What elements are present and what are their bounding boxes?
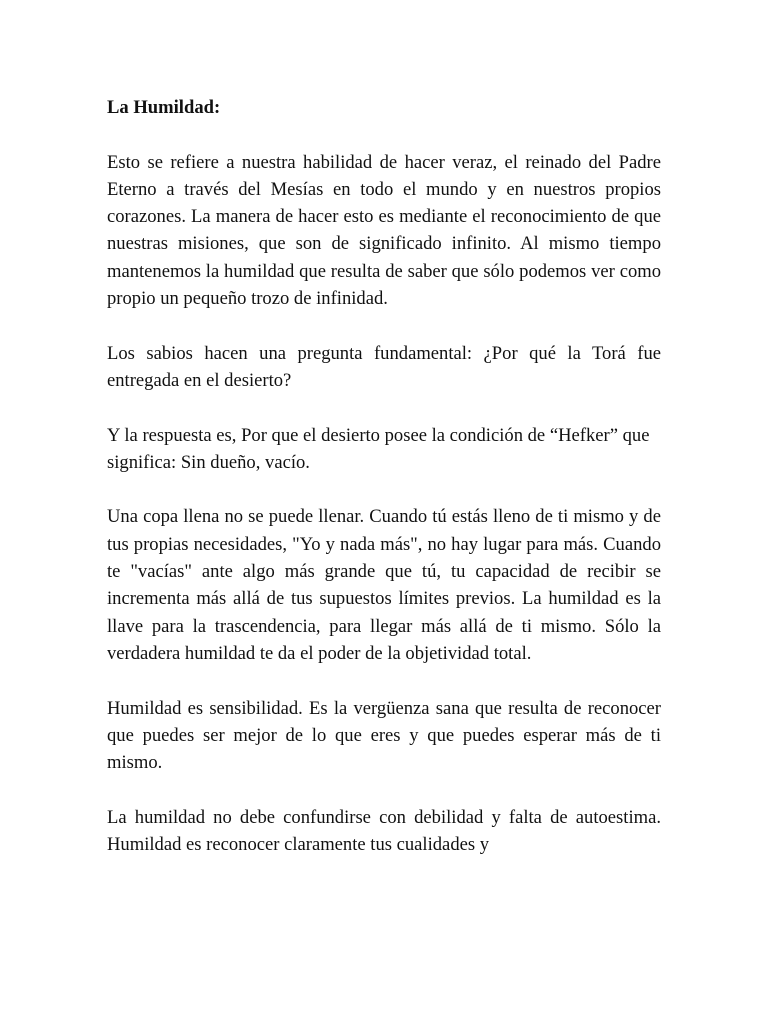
document-title: La Humildad: <box>107 97 221 118</box>
paragraph-debilidad: La humildad no debe confundirse con debilidad y falta de autoestima. Humildad es reconocer claramente tus cualidades y <box>107 806 661 856</box>
document-page <box>107 94 661 886</box>
paragraph-reinado: Esto se refiere a nuestra habilidad de hacer veraz, el reinado del Padre Eterno a través del Mesías en todo el mundo y en nuestros propios corazones. La manera de hacer esto es mediante el reconocimiento de que nuestras misiones, que son de significado infinito. Al mismo tiempo mantenemos la humildad que resulta de saber que sólo podemos ver como propio un pequeño trozo de infinidad. <box>107 151 661 310</box>
paragraph-copa-llena: Una copa llena no se puede llenar. Cuando tú estás lleno de ti mismo y de tus propias necesidades, "Yo y nada más", no hay lugar para más. Cuando te "vacías" ante algo más grande que tú, tu capacidad de recibir se incrementa más allá de tus supuestos límites previos. La humildad es la llave para la trascendencia, para llegar más allá de ti mismo. Sólo la verdadera humildad te da el poder de la objetividad total. <box>107 506 661 664</box>
paragraph-pregunta: Los sabios hacen una pregunta fundamental: ¿Por qué la Torá fue entregada en el desierto? <box>107 342 661 391</box>
paragraph-sensibilidad: Humildad es sensibilidad. Es la vergüenza sana que resulta de reconocer que puedes ser mejor de lo que eres y que puedes esperar más de ti mismo. <box>107 697 661 774</box>
paragraph-respuesta: Y la respuesta es, Por que el desierto posee la condición de “Hefker” que significa: Sin dueño, vacío. <box>107 424 650 473</box>
